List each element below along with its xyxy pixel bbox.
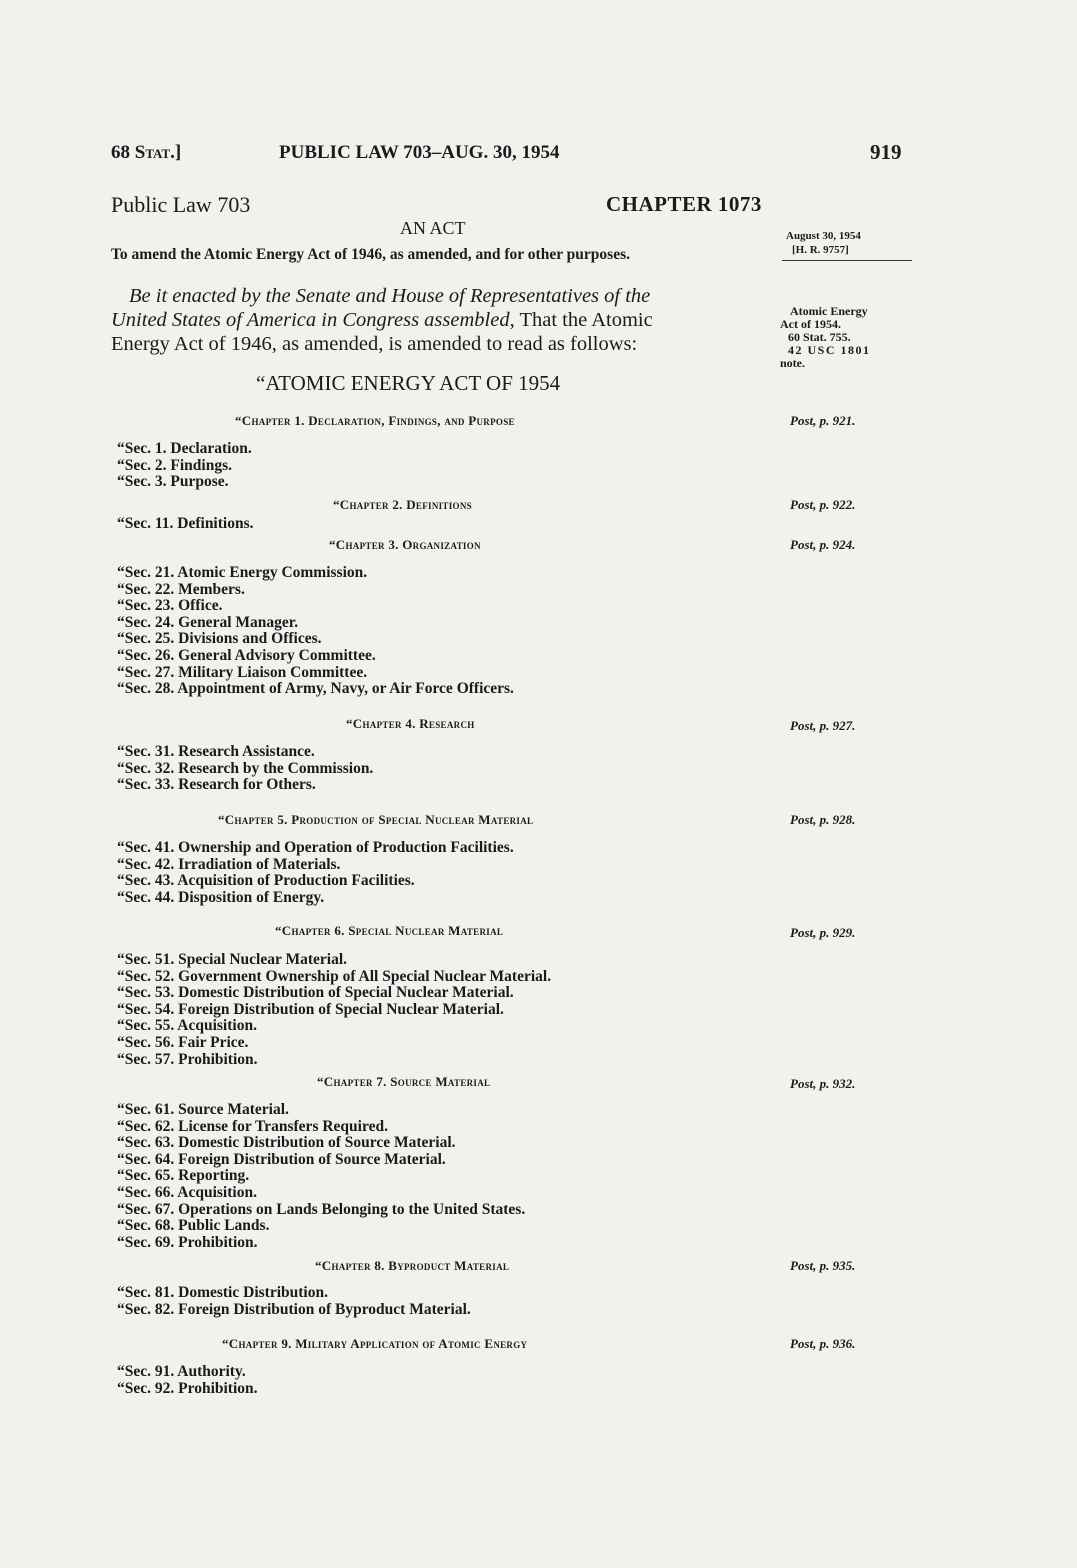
- section-list: [117, 565, 514, 698]
- chapter-heading: “Chapter 5. Production of Special Nuclear Material: [218, 812, 534, 827]
- chapter-heading: “Chapter 3. Organization: [329, 537, 481, 552]
- list-item: “Sec. 62. License for Transfers Required.: [117, 1117, 388, 1135]
- post-reference: Post, p. 928.: [790, 812, 856, 827]
- list-item: “Sec. 31. Research Assistance.: [117, 743, 315, 760]
- chapter-number: CHAPTER 1073: [606, 192, 762, 216]
- margin-rule: [782, 260, 912, 261]
- section-list: [117, 1364, 258, 1397]
- section-list: [117, 744, 373, 794]
- list-item: “Sec. 54. Foreign Distribution of Special Nuclear Material.: [117, 1000, 504, 1018]
- list-item: “Sec. 91. Authority.: [117, 1363, 246, 1380]
- section-list: [117, 516, 254, 533]
- post-reference: Post, p. 924.: [790, 537, 856, 552]
- list-item: “Sec. 55. Acquisition.: [117, 1017, 257, 1035]
- list-item: “Sec. 23. Office.: [117, 597, 223, 615]
- list-item: “Sec. 24. General Manager.: [117, 613, 299, 631]
- list-item: “Sec. 43. Acquisition of Production Facilities.: [117, 872, 415, 890]
- section-list: [117, 840, 514, 906]
- act-title: “ATOMIC ENERGY ACT OF 1954: [256, 371, 561, 395]
- list-item: “Sec. 65. Reporting.: [117, 1167, 250, 1185]
- margin-date: August 30, 1954: [786, 230, 861, 242]
- page-number: 919: [870, 140, 902, 164]
- section-list: [117, 1102, 525, 1251]
- list-item: “Sec. 63. Domestic Distribution of Source Material.: [117, 1134, 456, 1152]
- post-reference: Post, p. 935.: [790, 1258, 856, 1273]
- list-item: “Sec. 21. Atomic Energy Commission.: [117, 564, 368, 581]
- list-item: “Sec. 69. Prohibition.: [117, 1233, 258, 1251]
- margin-note-line-1: Atomic Energy: [790, 304, 868, 318]
- list-item: “Sec. 53. Domestic Distribution of Special Nuclear Material.: [117, 984, 514, 1002]
- chapter-heading: “Chapter 2. Definitions: [333, 497, 472, 512]
- post-reference: Post, p. 932.: [790, 1076, 856, 1091]
- act-purpose: To amend the Atomic Energy Act of 1946, as amended, and for other purposes.: [111, 246, 630, 263]
- list-item: “Sec. 81. Domestic Distribution.: [117, 1284, 328, 1301]
- list-item: “Sec. 56. Fair Price.: [117, 1033, 249, 1051]
- chapter-heading: “Chapter 4. Research: [346, 716, 475, 731]
- list-item: “Sec. 41. Ownership and Operation of Production Facilities.: [117, 839, 514, 856]
- chapter-heading: “Chapter 7. Source Material: [317, 1074, 491, 1089]
- list-item: “Sec. 28. Appointment of Army, Navy, or Air Force Officers.: [117, 680, 514, 698]
- section-list: [117, 1285, 471, 1318]
- margin-note-line-5: note.: [780, 356, 805, 370]
- enacting-line-1: Be it enacted by the Senate and House of Representatives of the: [129, 285, 651, 307]
- an-act-label: AN ACT: [400, 218, 466, 238]
- list-item: “Sec. 22. Members.: [117, 580, 245, 598]
- list-item: “Sec. 68. Public Lands.: [117, 1217, 270, 1235]
- section-list: [117, 952, 551, 1068]
- list-item: “Sec. 27. Military Liaison Committee.: [117, 663, 368, 681]
- list-item: “Sec. 33. Research for Others.: [117, 776, 316, 794]
- chapter-heading: “Chapter 6. Special Nuclear Material: [275, 923, 504, 938]
- list-item: “Sec. 26. General Advisory Committee.: [117, 646, 376, 664]
- running-header-volume: [111, 142, 181, 164]
- margin-bill-number: [H. R. 9757]: [792, 244, 849, 256]
- chapter-heading: “Chapter 9. Military Application of Atomic Energy: [222, 1336, 528, 1351]
- list-item: “Sec. 32. Research by the Commission.: [117, 759, 374, 777]
- list-item: “Sec. 2. Findings.: [117, 456, 232, 474]
- list-item: “Sec. 1. Declaration.: [117, 440, 252, 457]
- post-reference: Post, p. 921.: [790, 413, 856, 428]
- enacting-clause: [111, 284, 653, 356]
- margin-note-line-3: 60 Stat. 755.: [788, 330, 851, 344]
- margin-note: [780, 305, 871, 370]
- list-item: “Sec. 66. Acquisition.: [117, 1183, 257, 1201]
- list-item: “Sec. 25. Divisions and Offices.: [117, 630, 322, 648]
- statutes-abbrev: Stat.: [134, 142, 175, 163]
- chapter-heading: “Chapter 1. Declaration, Findings, and Purpose: [235, 413, 515, 428]
- enacting-italic: United States of America in Congress assembled,: [111, 309, 515, 331]
- margin-note-line-2: Act of 1954.: [780, 317, 841, 331]
- enacting-line-2: [111, 308, 653, 332]
- running-header-title: PUBLIC LAW 703–AUG. 30, 1954: [279, 142, 560, 163]
- list-item: “Sec. 52. Government Ownership of All Special Nuclear Material.: [117, 967, 552, 985]
- volume-number: 68: [111, 142, 130, 163]
- list-item: “Sec. 57. Prohibition.: [117, 1050, 258, 1068]
- post-reference: Post, p. 929.: [790, 925, 856, 940]
- bracket: ]: [174, 142, 182, 163]
- list-item: “Sec. 64. Foreign Distribution of Source Material.: [117, 1150, 446, 1168]
- enacting-rest: That the Atomic: [514, 309, 653, 331]
- section-list: [117, 441, 252, 491]
- list-item: “Sec. 92. Prohibition.: [117, 1379, 258, 1397]
- margin-note-line-4: 42 USC 1801: [788, 343, 871, 357]
- list-item: “Sec. 51. Special Nuclear Material.: [117, 951, 348, 968]
- list-item: “Sec. 82. Foreign Distribution of Byproduct Material.: [117, 1300, 471, 1318]
- public-law-number: Public Law 703: [111, 192, 251, 217]
- list-item: “Sec. 44. Disposition of Energy.: [117, 888, 325, 906]
- post-reference: Post, p. 936.: [790, 1336, 856, 1351]
- chapter-heading: “Chapter 8. Byproduct Material: [315, 1258, 510, 1273]
- list-item: “Sec. 42. Irradiation of Materials.: [117, 855, 341, 873]
- list-item: “Sec. 11. Definitions.: [117, 515, 254, 532]
- list-item: “Sec. 61. Source Material.: [117, 1101, 289, 1118]
- list-item: “Sec. 67. Operations on Lands Belonging to the United States.: [117, 1200, 526, 1218]
- post-reference: Post, p. 927.: [790, 718, 856, 733]
- enacting-line-3: Energy Act of 1946, as amended, is amended to read as follows:: [111, 333, 638, 355]
- list-item: “Sec. 3. Purpose.: [117, 473, 229, 491]
- post-reference: Post, p. 922.: [790, 497, 856, 512]
